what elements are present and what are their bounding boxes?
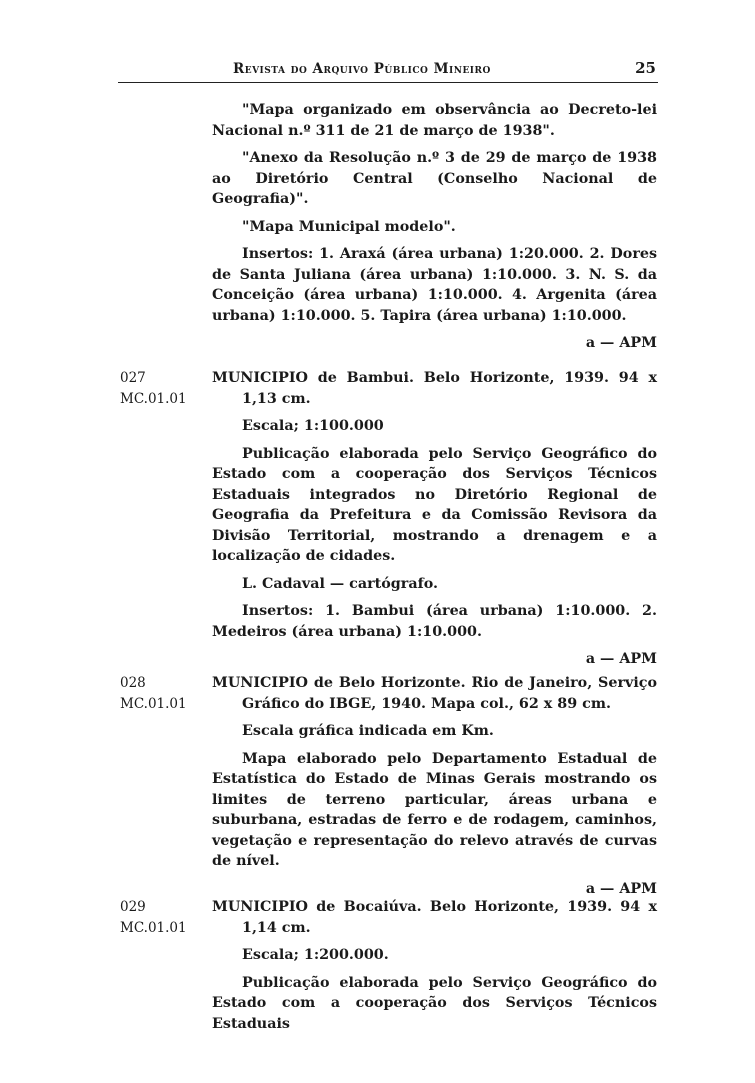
- source-note: a — APM: [585, 880, 657, 897]
- catalog-code: [120, 673, 187, 714]
- entry-insets: Insertos: 1. Bambui (área urbana) 1:10.000. 2. Medeiros (área urbana) 1:10.000.: [212, 603, 657, 640]
- map-note: "Anexo da Resolução n.º 3 de 29 de março de 1938 ao Diretório Central (Conselho Nacional de Geografia)".: [212, 150, 657, 207]
- catalog-entry: [212, 897, 657, 1041]
- running-header: [118, 58, 658, 83]
- catalog-code: [120, 897, 187, 938]
- entry-scale: Escala; 1:200.000.: [242, 947, 389, 963]
- journal-title: Revista do Arquivo Público Mineiro: [233, 61, 491, 77]
- entry-title: MUNICIPIO de Bambui. Belo Horizonte, 1939. 94 x 1,13 cm.: [212, 370, 657, 407]
- page-number: 25: [635, 59, 656, 77]
- entry-code: MC.01.01: [120, 919, 187, 936]
- entry-title: MUNICIPIO de Bocaiúva. Belo Horizonte, 1939. 94 x 1,14 cm.: [212, 899, 657, 936]
- map-note: "Mapa Municipal modelo".: [242, 218, 456, 235]
- entry-cartographer: L. Cadaval — cartógrafo.: [242, 575, 439, 592]
- entry-number: 027: [120, 370, 146, 386]
- continuation-block: [212, 100, 657, 354]
- entry-code: MC.01.01: [120, 695, 187, 712]
- entry-title: MUNICIPIO de Belo Horizonte. Rio de Janeiro, Serviço Gráfico do IBGE, 1940. Mapa col., 62 x 89 cm.: [212, 675, 657, 712]
- entry-description: Publicação elaborada pelo Serviço Geográfico do Estado com a cooperação dos Serviços Técnicos Estaduais integrados no Diretório Regional de Geografia da Prefeitura e da Comissão Revisora da Divisão Territorial, mostrando a drenagem e a localização de cidades.: [212, 445, 657, 564]
- catalog-entry: [212, 673, 657, 899]
- entry-code: MC.01.01: [120, 390, 187, 407]
- catalog-code: [120, 368, 187, 409]
- source-note: a — APM: [585, 651, 657, 667]
- entry-number: 029: [120, 899, 146, 915]
- insets-note: Insertos: 1. Araxá (área urbana) 1:20.000. 2. Dores de Santa Juliana (área urbana) 1:10.000. 3. N. S. da Conceição (área urbana) 1:10.000. 4. Argenita (área urbana) 1:10.000. 5. Tapira (área urbana) 1:10.000.: [212, 246, 657, 324]
- map-note: "Mapa organizado em observância ao Decreto-lei Nacional n.º 311 de 21 de março de 1938".: [212, 102, 657, 139]
- entry-description: Publicação elaborada pelo Serviço Geográfico do Estado com a cooperação dos Serviços Técnicos Estaduais: [212, 974, 657, 1032]
- entry-scale: Escala; 1:100.000: [242, 418, 384, 434]
- entry-scale: Escala gráfica indicada em Km.: [242, 723, 494, 739]
- entry-number: 028: [120, 675, 146, 691]
- catalog-entry: [212, 368, 657, 670]
- entry-description: Mapa elaborado pelo Departamento Estadual de Estatística do Estado de Minas Gerais mostrando os limites de terreno particular, áreas urbana e suburbana, estradas de ferro e de rodagem, caminhos, vegetação e representação do relevo através de curvas de nível.: [212, 750, 657, 869]
- source-note: a — APM: [585, 335, 657, 351]
